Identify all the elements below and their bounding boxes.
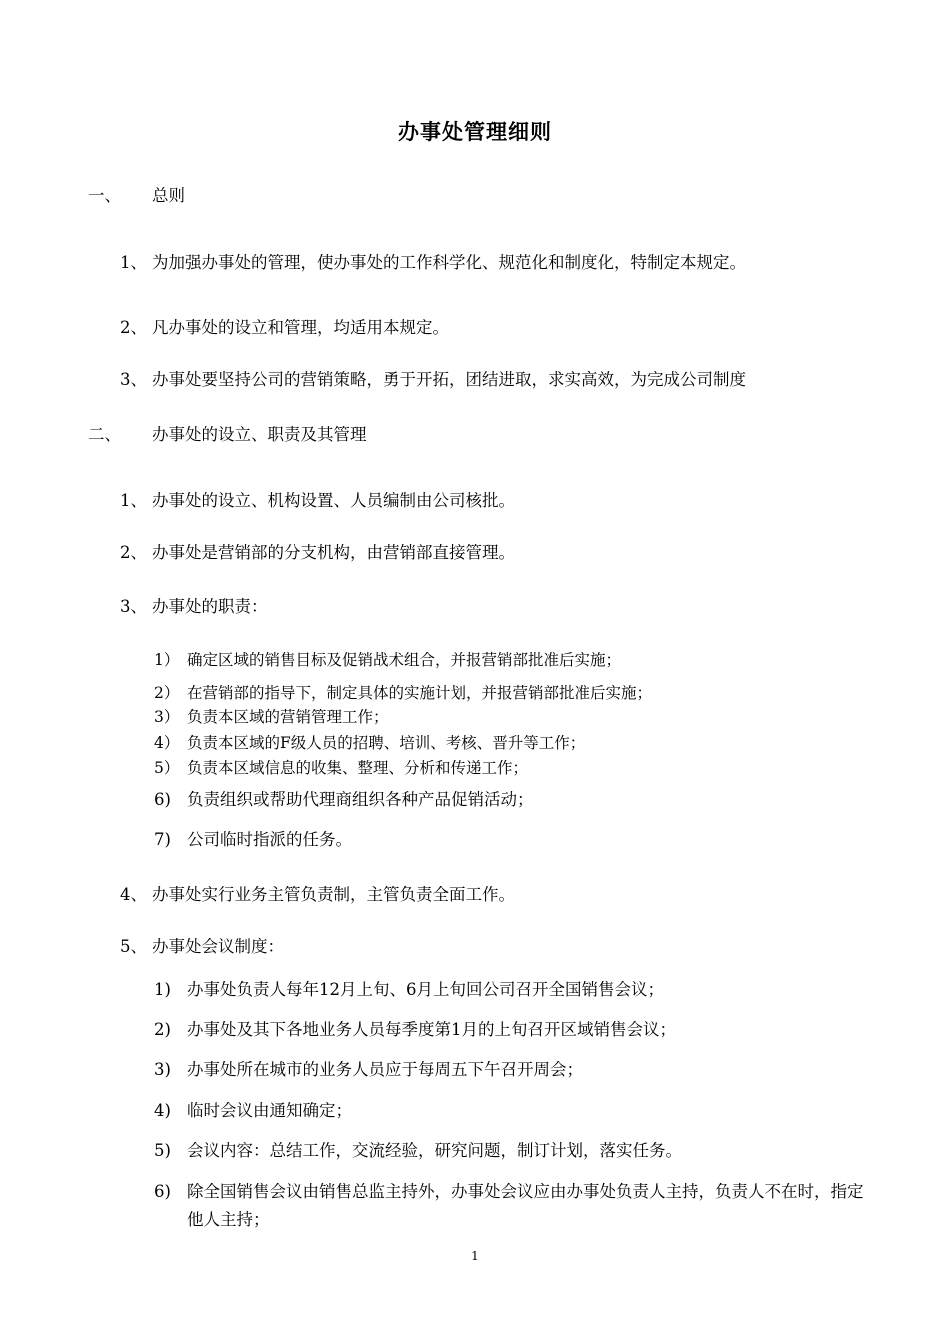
meeting-text: 会议内容：总结工作，交流经验，研究问题，制订计划，落实任务。: [187, 1141, 682, 1160]
item-number: 2、: [120, 318, 147, 337]
duty-number: 1）: [154, 651, 180, 669]
meeting-text: 办事处及其下各地业务人员每季度第1月的上旬召开区域销售会议；: [187, 1020, 676, 1039]
meeting-text: 除全国销售会议由销售总监主持外，办事处会议应由办事处负责人主持，负责人不在时，指定他人主持；: [187, 1182, 864, 1229]
meeting-number: 6): [154, 1182, 171, 1201]
meeting-text: 临时会议由通知确定；: [187, 1101, 352, 1120]
meeting-text: 办事处负责人每年12月上旬、6月上旬回公司召开全国销售会议；: [187, 980, 664, 999]
meeting-text: 办事处所在城市的业务人员应于每周五下午召开周会；: [187, 1060, 583, 1079]
item-number: 3、: [120, 597, 147, 616]
item-text: 办事处是营销部的分支机构，由营销部直接管理。: [152, 543, 515, 562]
section-heading: 总则: [152, 186, 185, 205]
page-number: 1: [471, 1249, 479, 1263]
duty-number: 4）: [154, 734, 180, 752]
item-text: 办事处的职责：: [152, 597, 268, 616]
item-number: 4、: [120, 885, 147, 904]
duty-number: 2）: [154, 684, 180, 702]
meeting-number: 1): [154, 980, 171, 999]
duty-number: 6): [154, 790, 171, 809]
duty-text: 负责本区域的营销管理工作；: [187, 708, 389, 726]
duty-text: 公司临时指派的任务。: [187, 830, 352, 849]
item-text: 办事处会议制度：: [152, 937, 284, 956]
item-number: 1、: [120, 253, 147, 272]
meeting-number: 2): [154, 1020, 171, 1039]
duty-text: 负责本区域的F级人员的招聘、培训、考核、晋升等工作；: [187, 734, 586, 752]
item-number: 3、: [120, 370, 147, 389]
document-title: 办事处管理细则: [398, 119, 552, 144]
duty-number: 5）: [154, 759, 180, 777]
item-text: 办事处实行业务主管负责制，主管负责全面工作。: [152, 885, 515, 904]
section-number: 一、: [88, 186, 121, 205]
meeting-number: 4): [154, 1101, 171, 1120]
item-number: 2、: [120, 543, 147, 562]
duty-text: 负责组织或帮助代理商组织各种产品促销活动；: [187, 790, 534, 809]
section-heading: 办事处的设立、职责及其管理: [152, 425, 367, 444]
duty-number: 7): [154, 830, 171, 849]
item-number: 1、: [120, 491, 147, 510]
item-text: 办事处的设立、机构设置、人员编制由公司核批。: [152, 491, 515, 510]
section-number: 二、: [88, 425, 121, 444]
duty-text: 在营销部的指导下，制定具体的实施计划，并报营销部批准后实施；: [187, 684, 653, 702]
meeting-number: 5): [154, 1141, 171, 1160]
duty-text: 负责本区域信息的收集、整理、分析和传递工作；: [187, 759, 529, 777]
meeting-number: 3): [154, 1060, 171, 1079]
item-text: 凡办事处的设立和管理，均适用本规定。: [152, 318, 449, 337]
item-text: 为加强办事处的管理，使办事处的工作科学化、规范化和制度化，特制定本规定。: [152, 253, 746, 272]
item-number: 5、: [120, 937, 147, 956]
item-text: 办事处要坚持公司的营销策略，勇于开拓，团结进取，求实高效，为完成公司制度: [152, 370, 746, 389]
duty-text: 确定区域的销售目标及促销战术组合，并报营销部批准后实施；: [187, 651, 622, 669]
duty-number: 3）: [154, 708, 180, 726]
